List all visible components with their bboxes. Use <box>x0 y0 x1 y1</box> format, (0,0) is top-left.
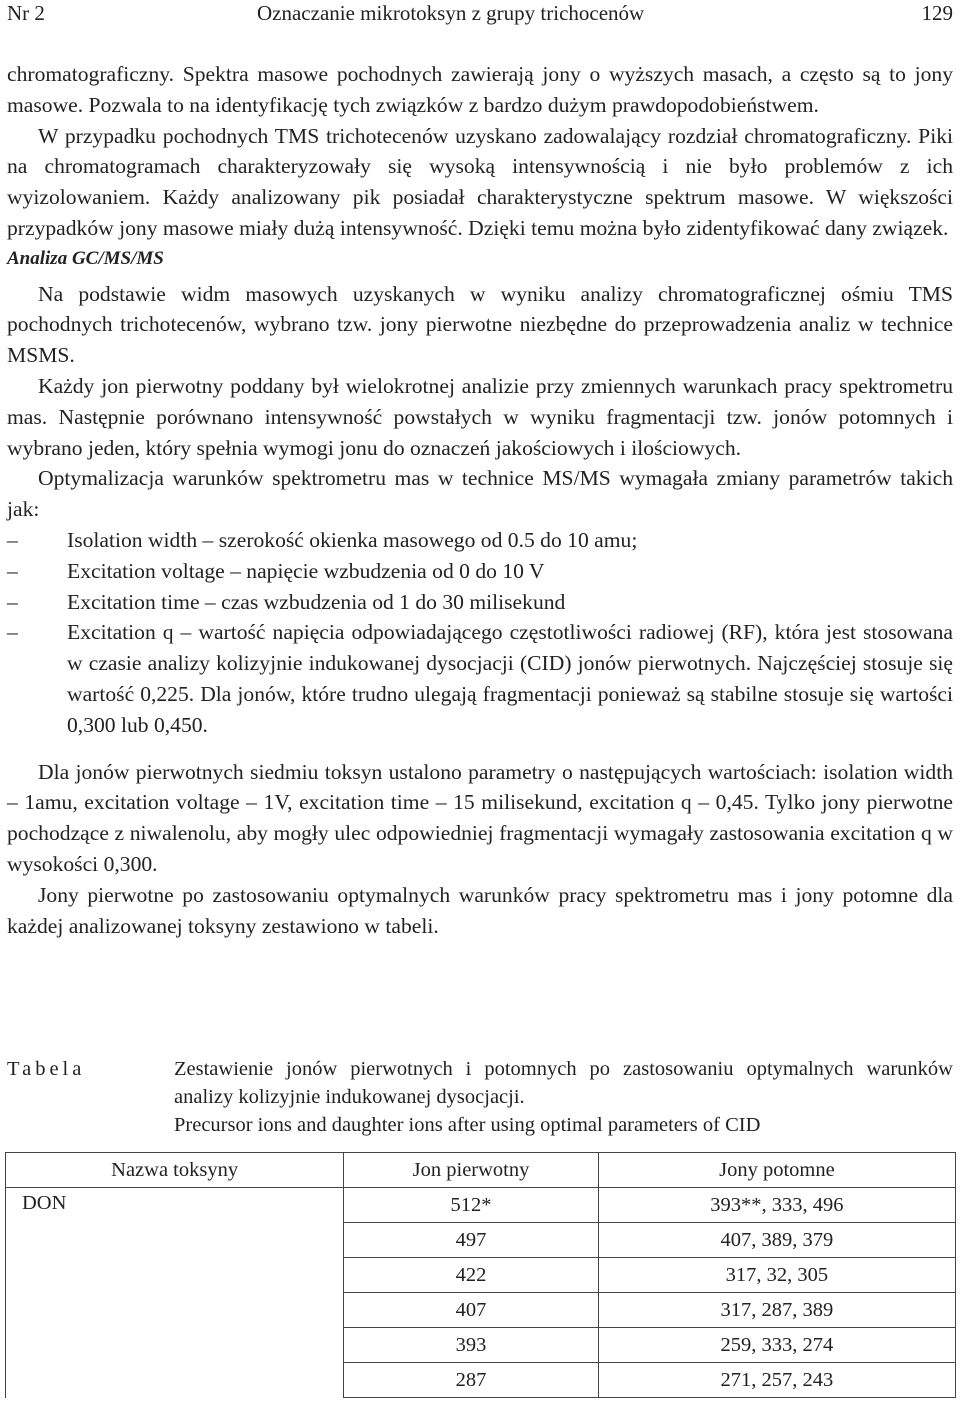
table-header-row <box>6 1153 956 1188</box>
list-item-text: Excitation time – czas wzbudzenia od 1 do 30 milisekund <box>67 589 566 614</box>
list-dash: – <box>7 620 18 645</box>
daughters-cell: 317, 32, 305 <box>598 1258 955 1293</box>
journal-issue: Nr 2 <box>7 1 45 25</box>
caption-english: Precursor ions and daughter ions after using optimal parameters of CID <box>174 1114 761 1136</box>
list-item-text: Isolation width – szerokość okienka masowego od 0.5 do 10 amu; <box>67 527 638 552</box>
section-heading: Analiza GC/MS/MS <box>7 247 164 269</box>
paragraph-3: Na podstawie widm masowych uzyskanych w wyniku analizy chromatograficznej ośmiu TMS pochodnych trichotecenów, wybrano tzw. jony pierwotne niezbędne do przeprowadzenia analiz w technice MSMS. <box>7 281 953 368</box>
daughters-cell: 259, 333, 274 <box>598 1328 955 1363</box>
list-item <box>7 617 953 740</box>
list-dash: – <box>7 527 18 552</box>
list-item-text: Excitation voltage – napięcie wzbudzenia od 0 do 10 V <box>67 558 545 583</box>
list-item-text: Excitation q – wartość napięcia odpowiadającego częstotliwości radiowej (RF), która jest stosowana w czasie analizy kolizyjnie indukowanej dysocjacji (CID) jonów pierwotnych. Najczęściej stosuje się wartość 0,225. Dla jonów, które trudno ulegają fragmentacji ponieważ są stabilne stosuje się wartości 0,300 lub 0,450. <box>67 620 953 737</box>
daughters-cell: 317, 287, 389 <box>598 1293 955 1328</box>
toxin-name-cell: DON <box>6 1188 344 1398</box>
list-item <box>7 525 953 556</box>
table-body <box>6 1188 956 1398</box>
article-body <box>7 59 953 941</box>
list-dash: – <box>7 589 18 614</box>
precursor-cell: 407 <box>344 1293 599 1328</box>
table-row <box>6 1188 956 1223</box>
ion-table <box>5 1152 956 1398</box>
precursor-cell: 422 <box>344 1258 599 1293</box>
daughters-cell: 407, 389, 379 <box>598 1223 955 1258</box>
caption-text <box>174 1055 953 1139</box>
paragraph-5: Optymalizacja warunków spektrometru mas w technice MS/MS wymagała zmiany parametrów takich jak: <box>7 466 953 522</box>
running-head <box>7 0 953 26</box>
table-label: Tabela <box>7 1058 86 1080</box>
header-toxin-name: Nazwa toksyny <box>6 1153 344 1188</box>
precursor-cell: 287 <box>344 1363 599 1398</box>
paragraph-4: Każdy jon pierwotny poddany był wielokrotnej analizie przy zmiennych warunkach pracy spektrometru mas. Następnie porównano intensywność powstałych w wyniku fragmentacji tzw. jonów potomnych i wybrano jeden, który spełnia wymogi jonu do oznaczeń jakościowych i ilościowych. <box>7 373 953 460</box>
page-number: 129 <box>921 1 953 25</box>
precursor-cell: 393 <box>344 1328 599 1363</box>
precursor-cell: 512* <box>344 1188 599 1223</box>
daughters-cell: 271, 257, 243 <box>598 1363 955 1398</box>
header-precursor-ion: Jon pierwotny <box>344 1153 599 1188</box>
paragraph-2: W przypadku pochodnych TMS trichotecenów uzyskano zadowalający rozdział chromatograficzny. Piki na chromatogramach charakteryzowały się wysoką intensywnością i nie było problemów z ich wyizolowaniem. Każdy analizowany pik posiadał charakterystyczne spektrum masowe. W większości przypadków jony masowe miały dużą intensywność. Dzięki temu można było zidentyfikować dany związek. <box>7 123 953 240</box>
running-title: Oznaczanie mikrotoksyn z grupy trichocenów <box>257 1 645 25</box>
precursor-cell: 497 <box>344 1223 599 1258</box>
list-item <box>7 587 953 618</box>
list-item <box>7 556 953 587</box>
caption-polish: Zestawienie jonów pierwotnych i potomnych po zastosowaniu optymalnych warunków analizy kolizyjnie indukowanej dysocjacji. <box>174 1058 953 1108</box>
paragraph-7: Jony pierwotne po zastosowaniu optymalnych warunków pracy spektrometru mas i jony potomne dla każdej analizowanej toksyny zestawiono w tabeli. <box>7 882 953 938</box>
list-dash: – <box>7 558 18 583</box>
paragraph-1: chromatograficzny. Spektra masowe pochodnych zawierają jony o wyższych masach, a często są to jony masowe. Pozwala to na identyfikację tych związków z bardzo dużym prawdopodobieństwem. <box>7 62 953 117</box>
daughters-cell: 393**, 333, 496 <box>598 1188 955 1223</box>
paragraph-6: Dla jonów pierwotnych siedmiu toksyn ustalono parametry o następujących wartościach: isolation width – 1amu, excitation voltage – 1V, excitation time – 15 milisekund, excitation q – 0,45. Tylko jony pierwotne pochodzące z niwalenolu, aby mogły ulec odpowiedniej fragmentacji wymagały zastosowania excitation q w wysokości 0,300. <box>7 759 953 876</box>
header-daughter-ions: Jony potomne <box>598 1153 955 1188</box>
parameter-list <box>7 525 953 741</box>
